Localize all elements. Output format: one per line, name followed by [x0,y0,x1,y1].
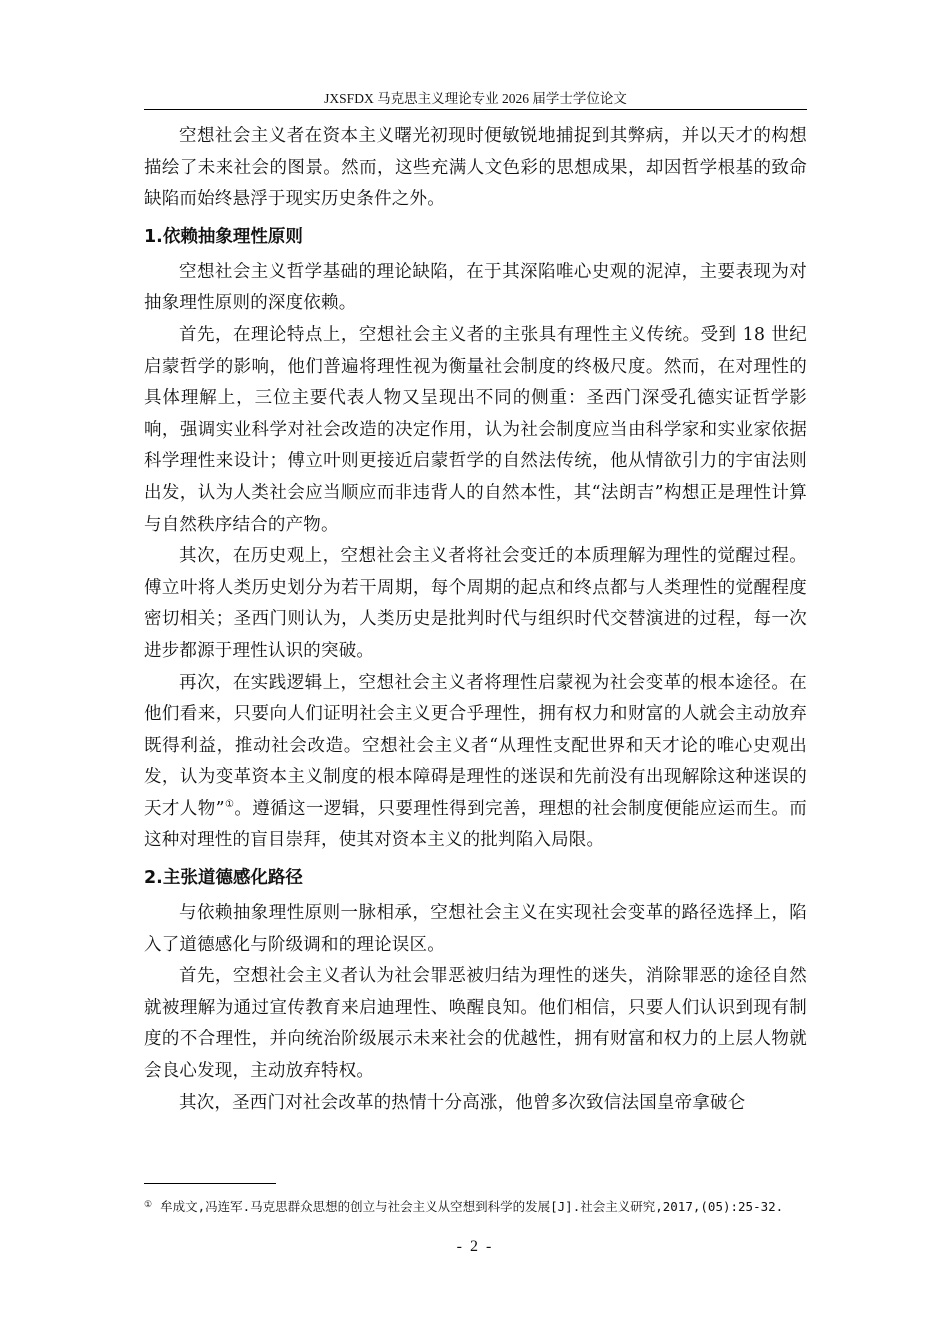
intro-paragraph: 空想社会主义者在资本主义曙光初现时便敏锐地捕捉到其弊病，并以天才的构想描绘了未来社会的图景。然而，这些充满人文色彩的思想成果，却因哲学根基的致命缺陷而始终悬浮于现实历史条件之外。 [144,126,807,210]
footnote [144,1195,807,1217]
section2-paragraph-3: 其次，圣西门对社会改革的热情十分高涨，他曾多次致信法国皇帝拿破仑 [179,1092,746,1113]
section-heading-1: 1.依赖抽象理性原则 [144,226,303,247]
running-header: JXSFDX 马克思主义理论专业 2026 届学士学位论文 [324,91,627,106]
footnote-reference[interactable]: ① [224,798,235,810]
section1-paragraph-3: 其次，在历史观上，空想社会主义者将社会变迁的本质理解为理性的觉醒过程。傅立叶将人类历史划分为若干周期，每个周期的起点和终点都与人类理性的觉醒程度密切相关；圣西门则认为，人类历史是批判时代与组织时代交替演进的过程，每一次进步都源于理性认识的突破。 [144,546,807,661]
page-number: - 2 - [456,1238,494,1255]
section2-paragraph-2: 首先，空想社会主义者认为社会罪恶被归结为理性的迷失，消除罪恶的途径自然就被理解为通过宣传教育来启迪理性、唤醒良知。他们相信，只要人们认识到现有制度的不合理性，并向统治阶级展示未来社会的优越性，拥有财富和权力的上层人物就会良心发现，主动放弃特权。 [144,966,807,1082]
footnote-text: 牟成文,冯连军.马克思群众思想的创立与社会主义从空想到科学的发展[J].社会主义研究,2017,(05):25-32. [160,1199,784,1214]
section1-paragraph-2: 首先，在理论特点上，空想社会主义者的主张具有理性主义传统。受到 18 世纪启蒙哲学的影响，他们普遍将理性视为衡量社会制度的终极尺度。然而，在对理性的具体理解上，三位主要代表人物又呈现出不同的侧重：圣西门深受孔德实证哲学影响，强调实业科学对社会改造的决定作用，认为社会制度应当由科学家和实业家依据科学理性来设计；傅立叶则更接近启蒙哲学的自然法传统，他从情欲引力的宇宙法则出发，认为人类社会应当顺应而非违背人的自然本性，其“法朗吉”构想正是理性计算与自然秩序结合的产物。 [144,324,807,535]
footnote-number: ① [144,1200,153,1210]
paragraph-continuation: 。遵循这一逻辑，只要理性得到完善，理想的社会制度便能应运而生。而这种对理性的盲目崇拜，使其对资本主义的批判陷入局限。 [144,798,807,851]
header-rule [144,109,807,110]
section-heading-2: 2.主张道德感化路径 [144,868,303,889]
page-body [144,121,807,1119]
quote-text: 再次，在实践逻辑上，空想社会主义者将理性启蒙视为社会变革的根本途径。在他们看来，只要向人们证明社会主义更合乎理性，拥有权力和财富的人就会主动放弃既得利益，推动社会改造。空想社会主义者“从理性支配世界和天才论的唯心史观出发，认为变革资本主义制度的根本障碍是理性的迷误和先前没有出现解除这种迷误的天才人物” [144,672,807,819]
section2-paragraph-1: 与依赖抽象理性原则一脉相承，空想社会主义在实现社会变革的路径选择上，陷入了道德感化与阶级调和的理论误区。 [144,903,807,955]
section1-paragraph-1: 空想社会主义哲学基础的理论缺陷，在于其深陷唯心史观的泥淖，主要表现为对抽象理性原则的深度依赖。 [144,261,807,314]
section1-paragraph-4 [144,668,807,858]
footnote-rule [144,1183,276,1184]
